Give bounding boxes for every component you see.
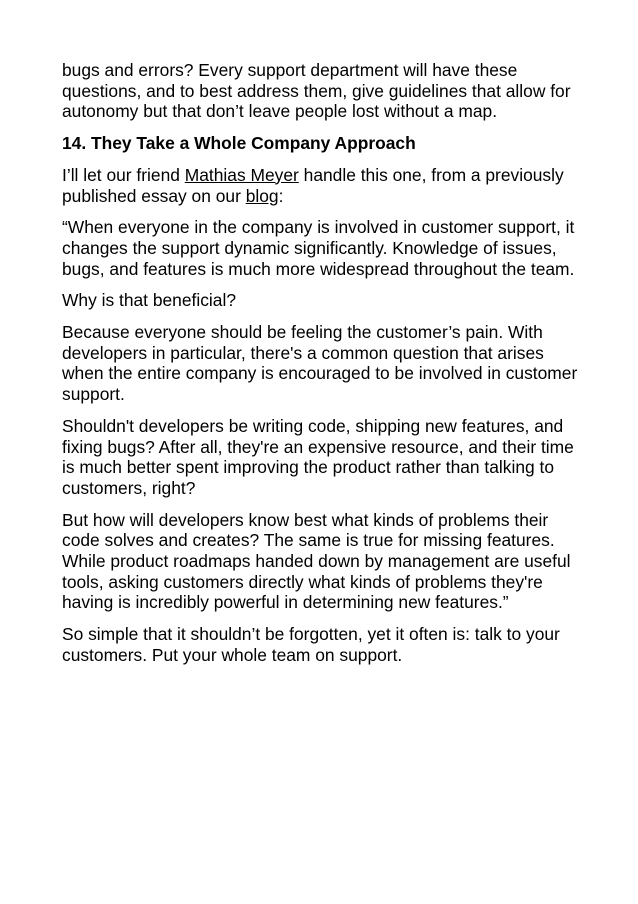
paragraph-quote-start: “When everyone in the company is involved in customer support, it changes the support dynamic significantly. Knowledge of issues, bugs, and features is much more widespread throughout the team.: [62, 217, 575, 279]
paragraph-customer-pain: Because everyone should be feeling the customer’s pain. With developers in particular, there's a common question that arises when the entire company is encouraged to be involved in customer support.: [62, 322, 578, 405]
paragraph-intro: bugs and errors? Every support department will have these questions, and to best address them, give guidelines that allow for autonomy but that don’t leave people lost without a map.: [62, 60, 571, 122]
section-heading: 14. They Take a Whole Company Approach: [62, 133, 416, 154]
paragraph-question: Why is that beneficial?: [62, 290, 236, 311]
blog-link[interactable]: blog: [245, 185, 279, 206]
attribution-text-end: :: [278, 185, 284, 206]
paragraph-quote-end: But how will developers know best what kinds of problems their code solves and creates? The same is true for missing features. While product roadmaps handed down by management are useful tools, asking customers directly what kinds of problems they're having is incredibly powerful in determining new features.”: [62, 509, 571, 613]
paragraph-attribution: [62, 165, 582, 206]
mathias-meyer-link[interactable]: Mathias Meyer: [184, 164, 299, 185]
paragraph-developers: Shouldn't developers be writing code, shipping new features, and fixing bugs? After all, they're an expensive resource, and their time is much better spent improving the product rather than talking to customers, right?: [62, 415, 574, 498]
paragraph-conclusion: So simple that it shouldn’t be forgotten, yet it often is: talk to your customers. Put your whole team on support.: [62, 624, 560, 665]
attribution-text-start: I’ll let our friend: [62, 164, 185, 185]
attribution-text-middle: handle this one, from a previously published essay on our: [62, 164, 564, 206]
document-page: [62, 60, 582, 677]
